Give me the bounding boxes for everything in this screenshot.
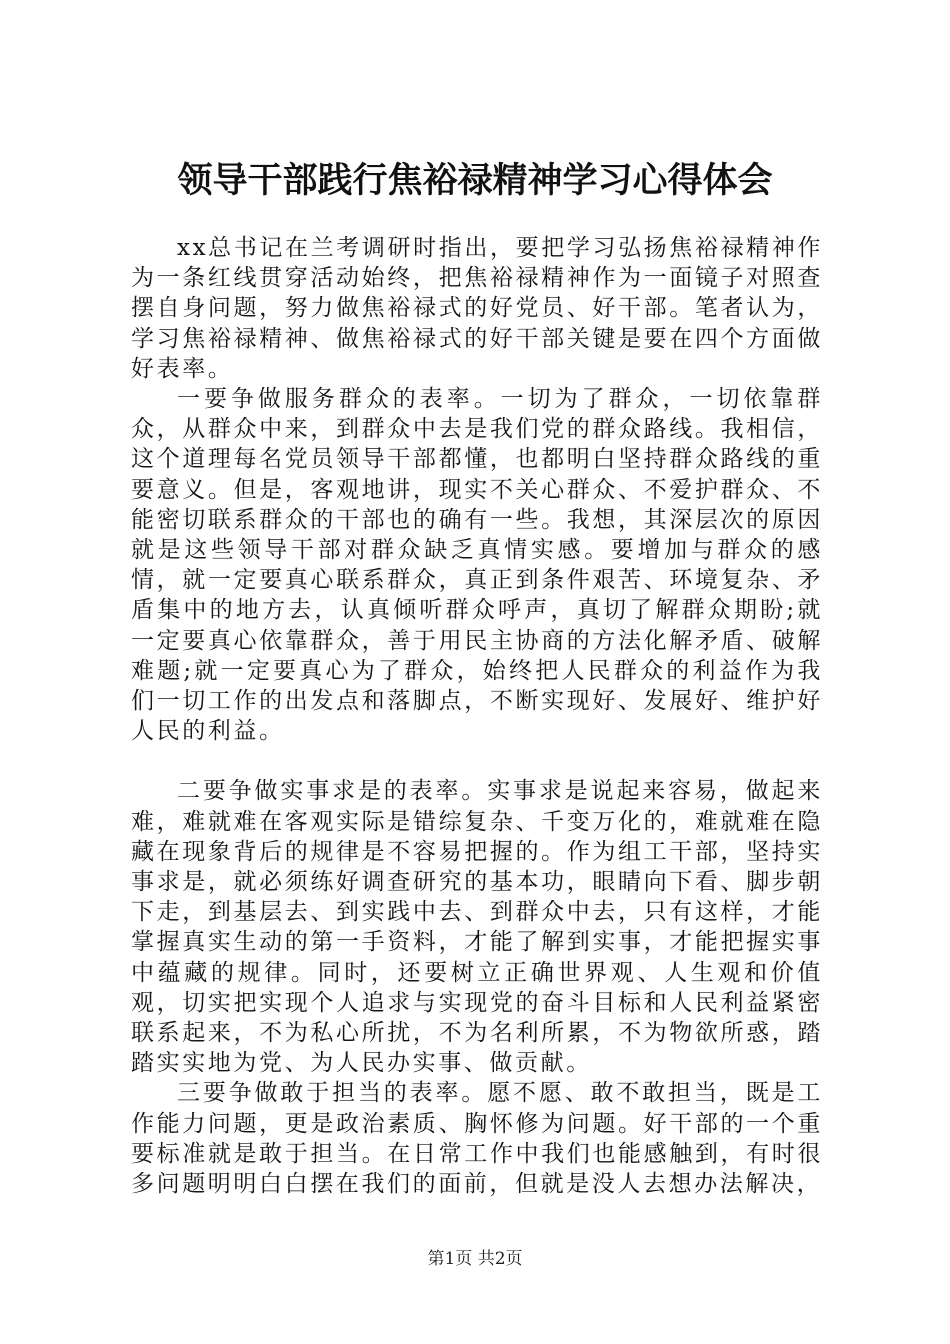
paragraph-3: 三要争做敢于担当的表率。愿不愿、敢不敢担当，既是工作能力问题，更是政治素质、胸怀修为问题。好干部的一个重要标准就是敢于担当。在日常工作中我们也能感触到，有时很多问题明明白白摆在我们的面前，但就是没人去想办法解决，: [131, 1080, 823, 1198]
paragraph-intro: xx总书记在兰考调研时指出，要把学习弘扬焦裕禄精神作为一条红线贯穿活动始终，把焦裕禄精神作为一面镜子对照查摆自身问题，努力做焦裕禄式的好党员、好干部。笔者认为，学习焦裕禄精神、做焦裕禄式的好干部关键是要在四个方面做好表率。: [131, 235, 823, 382]
paragraph-2: 二要争做实事求是的表率。实事求是说起来容易，做起来难，难就难在客观实际是错综复杂、千变万化的，难就难在隐藏在现象背后的规律是不容易把握的。作为组工干部，坚持实事求是，就必须练好调查研究的基本功，眼睛向下看、脚步朝下走，到基层去、到实践中去、到群众中去，只有这样，才能掌握真实生动的第一手资料，才能了解到实事，才能把握实事中蕴藏的规律。同时，还要树立正确世界观、人生观和价值观，切实把实现个人追求与实现党的奋斗目标和人民利益紧密联系起来，不为私心所扰，不为名利所累，不为物欲所惑，踏踏实实地为党、为人民办实事、做贡献。: [131, 778, 823, 1077]
paragraph-1: 一要争做服务群众的表率。一切为了群众，一切依靠群众，从群众中来，到群众中去是我们党的群众路线。我相信，这个道理每名党员领导干部都懂，也都明白坚持群众路线的重要意义。但是，客观地讲，现实不关心群众、不爱护群众、不能密切联系群众的干部也的确有一些。我想，其深层次的原因就是这些领导干部对群众缺乏真情实感。要增加与群众的感情，就一定要真心联系群众，真正到条件艰苦、环境复杂、矛盾集中的地方去，认真倾听群众呼声，真切了解群众期盼;就一定要真心依靠群众，善于用民主协商的方法化解矛盾、破解难题;就一定要真心为了群众，始终把人民群众的利益作为我们一切工作的出发点和落脚点，不断实现好、发展好、维护好人民的利益。: [131, 386, 823, 745]
document-title: 领导干部践行焦裕禄精神学习心得体会: [177, 160, 773, 201]
page-footer: 第1页 共2页: [427, 1249, 523, 1269]
document-body: [131, 233, 823, 1199]
